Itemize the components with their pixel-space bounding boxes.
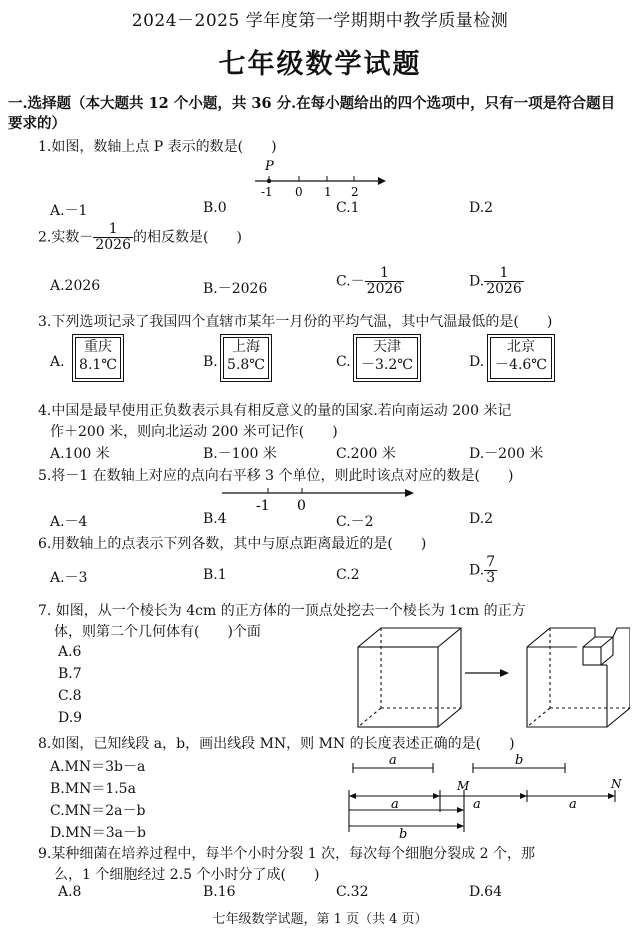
exam-title: 2024－2025 学年度第一学期期中教学质量检测 bbox=[131, 11, 509, 31]
q8-option-d[interactable]: D.MN＝3a－b bbox=[50, 825, 146, 841]
q3-city-name: 北京 bbox=[507, 339, 535, 355]
q1-option-b[interactable]: B.0 bbox=[203, 200, 227, 216]
q9-option-a[interactable]: A.8 bbox=[58, 884, 82, 900]
q3-city-temp: －4.6℃ bbox=[495, 357, 547, 373]
q1-option-c[interactable]: C.1 bbox=[336, 200, 360, 216]
q7-option-d[interactable]: D.9 bbox=[58, 710, 83, 726]
q2-option-c[interactable] bbox=[336, 266, 404, 297]
q8-option-c[interactable]: C.MN＝2a－b bbox=[50, 803, 146, 819]
page-footer: 七年级数学试题，第 1 页（共 4 页） bbox=[212, 912, 428, 927]
q9-option-c[interactable]: C.32 bbox=[336, 884, 369, 900]
q3-city-name: 上海 bbox=[232, 339, 260, 355]
q7-option-b[interactable]: B.7 bbox=[58, 666, 82, 682]
q6-option-d-prefix: D. bbox=[469, 562, 485, 579]
q3-option-d-letter[interactable]: D. bbox=[469, 354, 485, 370]
q3-city-temp: 8.1℃ bbox=[79, 357, 117, 373]
q5-number-line bbox=[218, 484, 418, 514]
q1-number-line bbox=[250, 155, 390, 200]
q4-option-c[interactable]: C.200 米 bbox=[336, 446, 396, 462]
q2-option-d[interactable] bbox=[469, 266, 524, 297]
q7-stem-line1: 7. 如图，从一个棱长为 4cm 的正方体的一顶点处挖去一个棱长为 1cm 的正方 bbox=[38, 603, 526, 619]
q2-option-d-numerator: 1 bbox=[484, 266, 524, 282]
q1-option-d[interactable]: D.2 bbox=[469, 200, 494, 216]
q3-city-temp: 5.8℃ bbox=[227, 357, 265, 373]
q9-option-b[interactable]: B.16 bbox=[203, 884, 236, 900]
subject-title: 七年级数学试题 bbox=[218, 49, 422, 80]
q2-fraction bbox=[93, 222, 133, 253]
q7-cube-cut bbox=[527, 628, 630, 727]
q8-option-a[interactable]: A.MN＝3b－a bbox=[50, 759, 146, 775]
q8-label-n: N bbox=[611, 777, 622, 791]
q2-denominator: 2026 bbox=[95, 237, 131, 253]
q3-option-b-box[interactable] bbox=[223, 337, 269, 379]
q8-option-b[interactable]: B.MN＝1.5a bbox=[50, 781, 136, 797]
q6-option-d-denominator: 3 bbox=[486, 570, 496, 586]
q8-label-a: a bbox=[391, 797, 399, 812]
q1-tick-label: 1 bbox=[324, 185, 332, 199]
q2-stem-prefix: 2.实数－ bbox=[38, 229, 94, 246]
q2-option-b[interactable]: B.－2026 bbox=[203, 281, 268, 297]
q2-option-c-numerator: 1 bbox=[365, 266, 405, 282]
section-heading: 一.选择题（本大题共 12 个小题，共 36 分.在每小题给出的四个选项中，只有一项是符合题目要求的） bbox=[8, 95, 616, 132]
q1-tick-label: 0 bbox=[295, 185, 303, 199]
q8-label-b: b bbox=[515, 753, 524, 768]
q3-option-d-box[interactable] bbox=[490, 337, 552, 379]
q2-option-a[interactable]: A.2026 bbox=[50, 278, 101, 294]
q7-stem-line2: 体，则第二个几何体有( )个面 bbox=[54, 624, 261, 640]
q6-option-b[interactable]: B.1 bbox=[203, 567, 227, 583]
q2-numerator: 1 bbox=[93, 222, 133, 238]
q1-stem: 1.如图，数轴上点 P 表示的数是( ) bbox=[38, 139, 277, 155]
q3-option-c-box[interactable] bbox=[356, 337, 418, 379]
arrow-icon bbox=[465, 669, 509, 677]
q6-option-c[interactable]: C.2 bbox=[336, 567, 360, 583]
q7-option-a[interactable]: A.6 bbox=[58, 644, 82, 660]
q3-city-name: 重庆 bbox=[84, 339, 112, 355]
q2-option-c-prefix: C.－ bbox=[336, 273, 365, 290]
q7-option-c[interactable]: C.8 bbox=[58, 688, 82, 704]
q4-stem-line2: 作＋200 米，则向北运动 200 米可记作( ) bbox=[50, 424, 338, 440]
q9-option-d[interactable]: D.64 bbox=[469, 884, 502, 900]
q5-option-a[interactable]: A.－4 bbox=[50, 514, 88, 530]
q1-option-a[interactable]: A.－1 bbox=[50, 203, 88, 219]
q9-stem-line2: 么，1 个细胞经过 2.5 个小时分了成( ) bbox=[54, 867, 320, 883]
q6-option-d[interactable] bbox=[469, 555, 497, 586]
q4-option-d[interactable]: D.－200 米 bbox=[469, 446, 544, 462]
q1-point-label: P bbox=[265, 159, 274, 174]
q4-option-a[interactable]: A.100 米 bbox=[50, 446, 110, 462]
q8-label-a: a bbox=[473, 797, 481, 812]
q6-option-a[interactable]: A.－3 bbox=[50, 570, 88, 586]
q8-label-b: b bbox=[399, 827, 408, 840]
q4-stem-line1: 4.中国是最早使用正负数表示具有相反意义的量的国家.若向南运动 200 米记 bbox=[38, 403, 512, 419]
q5-tick-label: -1 bbox=[256, 498, 270, 514]
q9-stem-line1: 9.某种细菌在培养过程中，每半个小时分裂 1 次，每次每个细胞分裂成 2 个，那 bbox=[38, 846, 535, 862]
q8-label-m: M bbox=[457, 779, 470, 793]
q8-stem: 8.如图，已知线段 a，b，画出线段 MN，则 MN 的长度表述正确的是( ) bbox=[38, 736, 515, 752]
q1-point-p bbox=[267, 179, 271, 183]
q2-option-c-denominator: 2026 bbox=[366, 281, 403, 297]
q3-option-b-letter[interactable]: B. bbox=[203, 354, 218, 370]
q3-option-a-box[interactable] bbox=[75, 337, 121, 379]
q5-option-b[interactable]: B.4 bbox=[203, 511, 227, 527]
q7-cube-figure bbox=[355, 625, 630, 735]
q5-stem: 5.将－1 在数轴上对应的点向右平移 3 个单位，则此时该点对应的数是( ) bbox=[38, 468, 514, 484]
q8-label-a: a bbox=[389, 753, 397, 768]
q6-stem: 6.用数轴上的点表示下列各数，其中与原点距离最近的是( ) bbox=[38, 536, 427, 552]
q7-cube-original bbox=[358, 628, 461, 727]
q5-tick-label: 0 bbox=[297, 498, 306, 514]
q8-label-a: a bbox=[569, 797, 577, 812]
q2-stem-suffix: 的相反数是( ) bbox=[133, 229, 242, 246]
q3-city-name: 天津 bbox=[373, 339, 401, 355]
q6-option-d-numerator: 7 bbox=[486, 554, 496, 570]
q1-tick-label: 2 bbox=[351, 185, 359, 199]
q3-stem: 3.下列选项记录了我国四个直辖市某年一月份的平均气温，其中气温最低的是( ) bbox=[38, 314, 553, 330]
q5-option-d[interactable]: D.2 bbox=[469, 511, 494, 527]
q3-city-temp: －3.2℃ bbox=[361, 357, 413, 373]
q1-tick-label: -1 bbox=[261, 185, 273, 199]
q3-option-a-letter[interactable]: A. bbox=[50, 354, 65, 370]
q2-option-d-denominator: 2026 bbox=[486, 281, 522, 297]
q4-option-b[interactable]: B.－100 米 bbox=[203, 446, 277, 462]
q2-option-d-prefix: D. bbox=[469, 273, 485, 290]
q2-stem bbox=[38, 222, 242, 253]
q5-option-c[interactable]: C.－2 bbox=[336, 514, 374, 530]
q8-segment-figure bbox=[345, 752, 630, 840]
q3-option-c-letter[interactable]: C. bbox=[336, 354, 351, 370]
